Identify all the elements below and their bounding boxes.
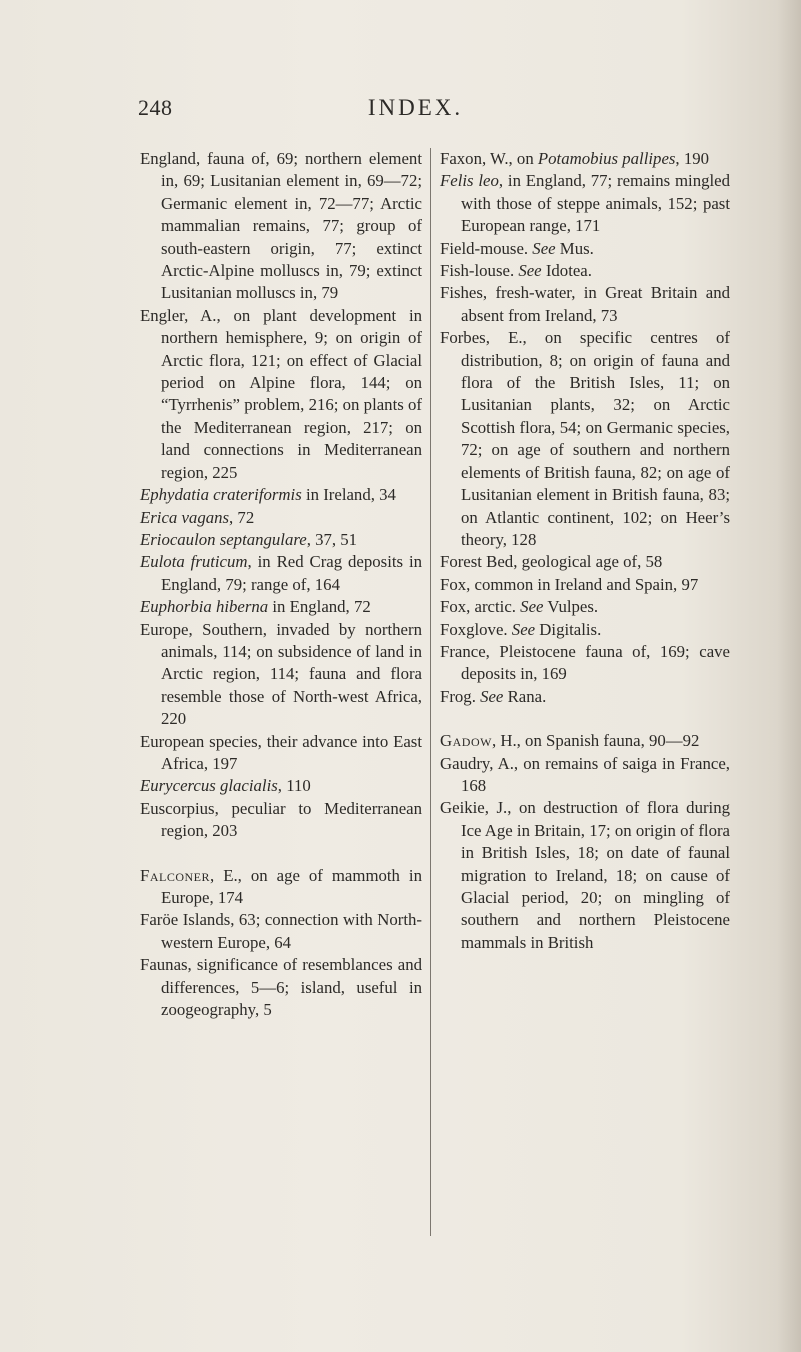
index-entry-heading: Faunas	[140, 955, 188, 975]
index-entry	[440, 619, 730, 641]
section-gap	[140, 843, 422, 865]
index-entry-text: . See Digitalis.	[503, 619, 602, 639]
index-entry	[140, 551, 422, 596]
index-entry-text: , fresh-water, in Great Britain and absent from Ireland, 73	[461, 283, 730, 325]
index-column-right	[440, 148, 730, 954]
index-entry-heading: Forest Bed	[440, 552, 514, 572]
index-entry-text: , in Red Crag deposits in England, 79; range of, 164	[161, 552, 423, 594]
index-column-left	[140, 148, 422, 1021]
index-entry-heading: Fish-louse	[440, 261, 510, 281]
index-entry-heading: European	[140, 731, 205, 751]
index-entry	[440, 260, 730, 282]
index-entry	[440, 730, 730, 752]
index-entry	[140, 148, 422, 305]
index-entry-heading: Foxglove	[440, 619, 504, 639]
index-entry-heading: Faröe	[140, 910, 179, 930]
index-entry	[440, 641, 730, 686]
index-entry-text: , arctic. See Vulpes.	[466, 597, 599, 617]
index-entry	[440, 574, 730, 596]
index-entry	[140, 798, 422, 843]
index-entry	[140, 954, 422, 1021]
index-entry-heading: Frog	[440, 686, 472, 706]
index-entry-heading: Forbes	[440, 328, 486, 348]
index-entry-text: , fauna of, 69; northern element in, 69; Lusitanian element in, 69—72; Germanic element in, 72—77; Arctic mammalian remains, 77; group of south-eastern origin, 77; extinct Arctic-Alpine molluscs in, 79; extinct Lusitanian molluscs in, 79	[161, 149, 422, 303]
index-entry	[440, 282, 730, 327]
section-gap	[440, 708, 730, 730]
index-entry-heading: Gaudry	[440, 753, 490, 773]
index-entry-heading: England	[140, 149, 196, 168]
index-entry-text: . See Mus.	[523, 238, 594, 258]
index-entry-text: , A., on plant development in northern hemisphere, 9; on origin of Arctic flora, 121; on effect of Glacial period on Alpine flora, 144; on “Tyrrhenis” problem, 216; on plants of the Mediterranean region, 217; on land connections in Mediterranean region, 225	[161, 305, 422, 482]
index-entry-heading: Felis leo	[440, 171, 499, 191]
index-entry-heading: Fishes	[440, 283, 483, 303]
index-entry	[140, 909, 422, 954]
index-entry-heading: Engler	[140, 305, 185, 325]
index-entry-text: , H., on Spanish fauna, 90—92	[491, 731, 700, 751]
index-entry-text: in England, 72	[268, 597, 371, 617]
page-number: 248	[138, 95, 173, 120]
index-entry-text: . See Rana.	[471, 686, 547, 706]
index-entry-heading: Eulota fruticum	[140, 552, 248, 572]
index-entry-text: , J., on destruction of flora during Ice Age in Britain, 17; on origin of flora in British Isles, 18; on date of faunal migration to Ireland, 18; on cause of Glacial period, 20; on mingling of southern and northern Pleistocene mammals in British	[461, 798, 730, 952]
index-entry-heading: Falconer	[140, 865, 210, 885]
index-entry	[440, 327, 730, 551]
index-entry	[140, 775, 422, 797]
index-entry-heading: Fox	[440, 574, 467, 594]
index-entry-heading: Europe	[140, 619, 189, 639]
index-entry-text: , in England, 77; remains mingled with those of steppe animals, 152; past European range, 171	[461, 171, 730, 236]
index-entry-heading: Erica vagans	[140, 507, 230, 527]
index-entry-text: , W., on Potamobius pallipes, 190	[481, 149, 709, 168]
index-entry	[440, 238, 730, 260]
index-entry-text: , Pleistocene fauna of, 169; cave deposits in, 169	[461, 641, 730, 684]
index-entry-text: , E., on age of mammoth in Europe, 174	[161, 865, 422, 907]
index-entry	[140, 865, 422, 910]
index-entry-heading: Eurycercus glacialis	[140, 776, 278, 796]
index-entry-heading: Faxon	[440, 149, 482, 168]
index-entry-heading: Ephydatia crateriformis	[140, 485, 302, 505]
index-entry-heading: Fox	[440, 597, 467, 617]
index-entry-heading: Eriocaulon septangulare	[140, 529, 307, 549]
index-entry	[140, 529, 422, 551]
index-entry-heading: Geikie	[440, 798, 485, 818]
index-entry	[140, 619, 422, 731]
index-entry-text: , 110	[277, 776, 311, 796]
index-entry	[140, 305, 422, 484]
index-entry-heading: Gadow	[440, 731, 492, 751]
index-entry-text: in Ireland, 34	[301, 485, 396, 505]
index-entry-text: , E., on specific centres of distribution, 8; on origin of fauna and flora of the British Isles, 11; on Lusitanian plants, 32; on Arctic Scottish flora, 54; on Germanic species, 72; on age of southern and northern elements of British fauna, 82; on age of Lusitanian element in British fauna, 83; on Atlantic continent, 102; on Heer’s theory, 128	[461, 328, 730, 549]
index-entry	[140, 731, 422, 776]
index-entry-heading: Euscorpius	[140, 798, 215, 818]
index-entry-text: , peculiar to Mediterranean region, 203	[161, 798, 422, 841]
index-entry-heading: Field-mouse	[440, 238, 524, 258]
index-entry-text: , 72	[229, 507, 255, 527]
index-entry-heading: France	[440, 641, 486, 661]
index-entry	[440, 686, 730, 708]
index-entry-text: species, their advance into East Africa, 197	[161, 731, 422, 773]
index-entry-text: , significance of resemblances and differences, 5—6; island, useful in zoogeography, 5	[161, 955, 422, 1020]
index-entry	[440, 551, 730, 573]
index-entry	[440, 170, 730, 237]
index-entry	[140, 507, 422, 529]
index-entry	[140, 596, 422, 618]
index-entry	[440, 753, 730, 798]
index-entry-text: , Southern, invaded by northern animals, 114; on subsidence of land in Arctic region, 114; fauna and flora resemble those of North-west Africa, 220	[161, 619, 422, 729]
index-entry-text: , A., on remains of saiga in France, 168	[461, 753, 730, 795]
index-entry	[140, 484, 422, 506]
page-title: INDEX.	[367, 95, 464, 120]
index-entry-text: , 37, 51	[306, 529, 358, 549]
index-entry-heading: Euphorbia hiberna	[140, 597, 269, 617]
index-entry-text: , geological age of, 58	[513, 552, 663, 572]
index-entry	[440, 596, 730, 618]
column-divider	[430, 148, 431, 1236]
index-entry	[440, 148, 730, 170]
index-entry	[440, 797, 730, 954]
index-entry-text: . See Idotea.	[509, 261, 592, 281]
index-entry-text: Islands, 63; connection with North-western Europe, 64	[161, 910, 422, 952]
index-entry-text: , common in Ireland and Spain, 97	[466, 574, 699, 594]
